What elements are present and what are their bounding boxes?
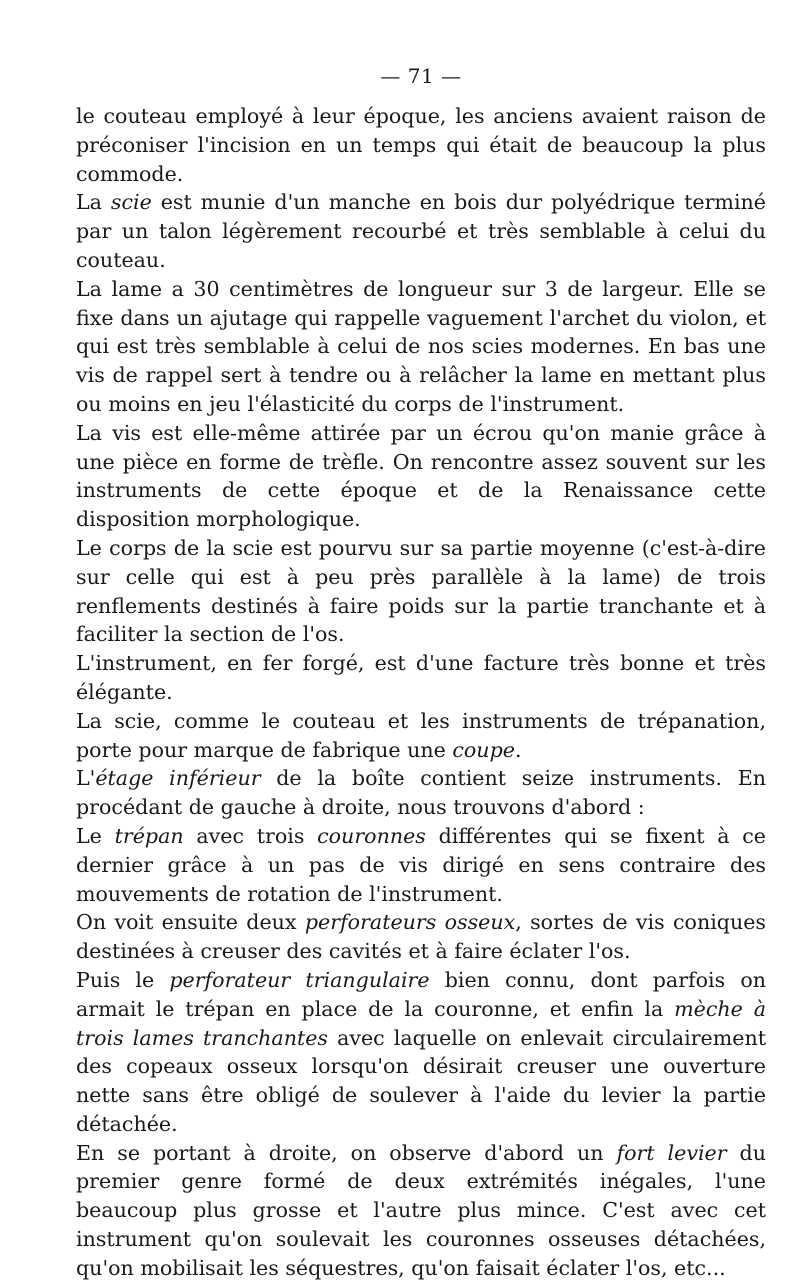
- italic-term: coupe: [452, 737, 515, 762]
- text-run: avec laquelle on enlevait circulairement des copeaux osseux lorsqu'on désirait creuser une ouverture nette sans être obligé de soulever à l'aide du levier la partie détachée.: [76, 1025, 766, 1136]
- body-text: [76, 102, 766, 1283]
- text-run: bien connu, dont parfois on armait le trépan en place de la couronne, et enfin la: [76, 967, 767, 1021]
- paragraph: [76, 534, 766, 649]
- text-run: est munie d'un manche en bois dur polyédrique terminé par un talon légèrement recourbé et très semblable à celui du couteau.: [76, 190, 766, 272]
- text-run: En se portant à droite, on observe d'abord un: [76, 1140, 617, 1165]
- text-run: Le corps de la scie est pourvu sur sa partie moyenne (c'est-à-dire sur celle qui est à peu près parallèle à la lame) de trois renflements destinés à faire poids sur la partie tranchante et à faciliter la section de l'os.: [76, 535, 766, 647]
- text-run: On voit ensuite deux: [76, 910, 305, 935]
- italic-term: mèche à trois lames tranchantes: [76, 996, 766, 1050]
- italic-term: trépan: [114, 823, 184, 848]
- italic-term: perforateurs osseux: [304, 910, 516, 935]
- paragraph: [76, 419, 766, 534]
- paragraph: [76, 707, 766, 765]
- text-run: La: [76, 190, 111, 215]
- text-run: L': [76, 766, 96, 791]
- text-run: de la boîte contient seize instruments. En procédant de gauche à droite, nous trouvons d'abord :: [76, 766, 766, 820]
- paragraph: [76, 102, 766, 188]
- paragraph: [76, 188, 766, 274]
- paragraph: [76, 649, 766, 707]
- text-run: L'instrument, en fer forgé, est d'une facture très bonne et très élégante.: [76, 651, 766, 704]
- text-run: Puis le: [76, 967, 170, 992]
- text-run: La lame a 30 centimètres de longueur sur 3 de largeur. Elle se fixe dans un ajutage qui rappelle vaguement l'archet du violon, et qui est très semblable à celui de nos scies modernes. En bas une vis de rappel sert à tendre ou à relâcher la lame en mettant plus ou moins en jeu l'élasticité du corps de l'instrument.: [76, 276, 766, 416]
- text-run: Le: [76, 823, 115, 848]
- paragraph: [76, 908, 766, 966]
- paragraph: [76, 275, 766, 419]
- italic-term: scie: [110, 190, 152, 215]
- italic-term: couronnes: [317, 823, 426, 848]
- text-run: La vis est elle-même attirée par un écrou qu'on manie grâce à une pièce en forme de trèfle. On rencontre assez souvent sur les instruments de cette époque et de la Renaissance cette disposition morphologique.: [76, 420, 766, 532]
- italic-term: étage inférieur: [95, 766, 261, 791]
- text-run: du premier genre formé de deux extrémités inégales, l'une beaucoup plus grosse et l'autre plus mince. C'est avec cet instrument qu'on soulevait les couronnes osseuses détachées, qu'on mobilisait les séquestres, qu'on faisait éclater l'os, etc...: [76, 1140, 767, 1280]
- paragraph: [76, 822, 766, 908]
- text-run: le couteau employé à leur époque, les anciens avaient raison de préconiser l'incision en un temps qui était de beaucoup la plus commode.: [76, 104, 766, 186]
- text-run: avec trois: [183, 823, 318, 848]
- italic-term: fort levier: [616, 1140, 727, 1165]
- paragraph: [76, 1139, 766, 1283]
- text-run: différentes qui se fixent à ce dernier grâce à un pas de vis dirigé en sens contraire des mouvements de rotation de l'instrument.: [76, 823, 766, 906]
- text-run: .: [514, 737, 522, 762]
- page-number: — 71 —: [380, 64, 462, 88]
- text-run: La scie, comme le couteau et les instruments de trépanation, porte pour marque de fabrique une: [76, 708, 766, 762]
- paragraph: [76, 764, 766, 822]
- italic-term: perforateur triangulaire: [169, 967, 430, 992]
- document-page: [76, 64, 766, 1283]
- paragraph: [76, 966, 766, 1139]
- text-run: , sortes de vis coniques destinées à creuser des cavités et à faire éclater l'os.: [76, 910, 766, 964]
